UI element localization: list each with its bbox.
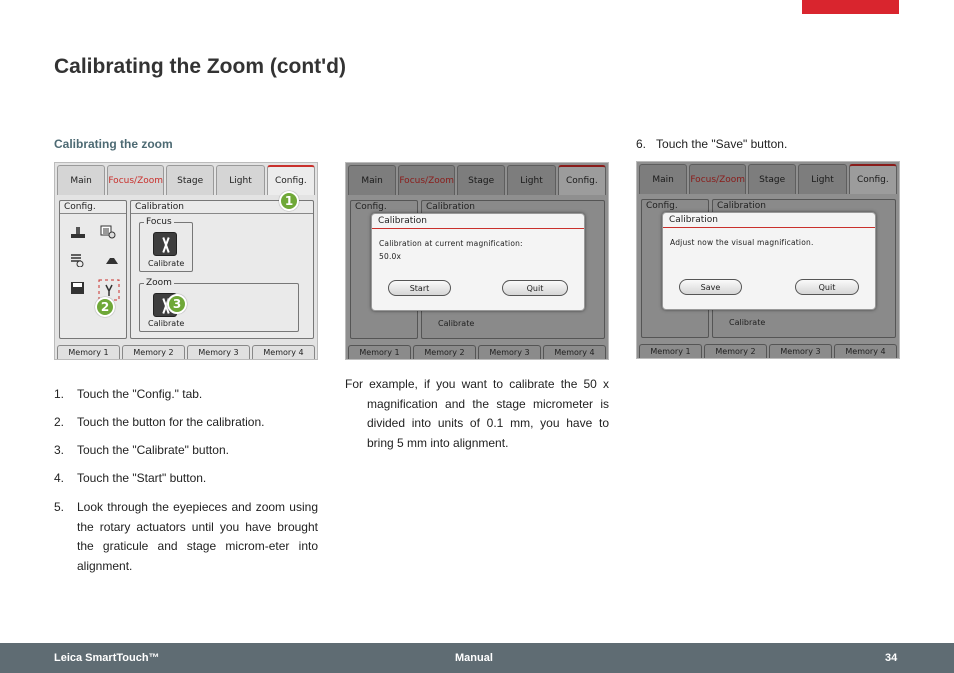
step-item (54, 442, 318, 459)
calibration-dialog (662, 212, 876, 310)
memory-1-tab[interactable]: Memory 1 (348, 345, 411, 359)
memory-2-tab[interactable]: Memory 2 (122, 345, 185, 359)
tab-main[interactable]: Main (348, 165, 396, 195)
step-number: 6. (636, 137, 647, 151)
step-item (54, 414, 318, 431)
memory-1-tab[interactable]: Memory 1 (57, 345, 120, 359)
tab-stage[interactable]: Stage (166, 165, 214, 195)
tab-bar (57, 165, 315, 195)
stage-icon[interactable] (104, 253, 120, 267)
dialog-title: Calibration (669, 215, 718, 225)
zoom-calibrate-label: Calibrate (148, 319, 185, 328)
config-box-title: Config. (646, 201, 678, 211)
screenshot-calibration-start (345, 162, 609, 360)
step-badge-1: 1 (279, 191, 299, 211)
steps-list (54, 386, 318, 587)
step-text: Touch the "Config." tab. (77, 387, 203, 401)
quit-button[interactable]: Quit (795, 279, 859, 295)
divider (60, 213, 126, 214)
tab-focus-zoom[interactable]: Focus/Zoom (107, 165, 164, 195)
calibration-box-title: Calibration (426, 202, 475, 212)
step-number: 1. (54, 387, 65, 401)
step-item (54, 470, 318, 487)
memory-3-tab[interactable]: Memory 3 (478, 345, 541, 359)
example-paragraph: For example, if you want to calibrate the 50 x magnification and the stage micrometer is divided into units of 0.1 mm, you have to bring 5 mm into alignment. (345, 377, 609, 450)
tab-focus-zoom[interactable]: Focus/Zoom (689, 164, 746, 194)
memory-bar (57, 345, 315, 359)
save-disk-icon[interactable] (70, 281, 86, 295)
dialog-message: Adjust now the visual magnification. (670, 238, 814, 247)
step-text: Touch the button for the calibration. (77, 415, 265, 429)
memory-4-tab[interactable]: Memory 4 (252, 345, 315, 359)
memory-3-tab[interactable]: Memory 3 (187, 345, 250, 359)
tab-main[interactable]: Main (57, 165, 105, 195)
memory-2-tab[interactable]: Memory 2 (413, 345, 476, 359)
tab-stage[interactable]: Stage (457, 165, 505, 195)
step-text: Look through the eyepieces and zoom using the rotary actuators until you have brought the graticule and stage microm-eter into alignment. (77, 500, 318, 573)
header-accent-bar (802, 0, 899, 14)
step-item (54, 386, 318, 403)
hand-list-icon[interactable] (100, 225, 116, 239)
zoom-calibrate-label: Calibrate (729, 318, 766, 327)
dialog-title: Calibration (378, 216, 427, 226)
save-button[interactable]: Save (679, 279, 742, 295)
focus-calibrate-button[interactable] (153, 232, 177, 256)
memory-2-tab[interactable]: Memory 2 (704, 344, 767, 358)
dialog-divider (663, 227, 875, 228)
quit-button[interactable]: Quit (502, 280, 568, 296)
list-hand-icon[interactable] (70, 253, 86, 267)
memory-4-tab[interactable]: Memory 4 (834, 344, 897, 358)
focus-calibrate-label: Calibrate (148, 259, 185, 268)
memory-bar (639, 344, 897, 358)
screenshot-calibration-save (636, 161, 900, 359)
footer-doc-type: Manual (455, 652, 493, 664)
config-box-title: Config. (64, 202, 96, 212)
start-button[interactable]: Start (388, 280, 451, 296)
step-badge-3: 3 (167, 294, 187, 314)
zoom-calibrate-label: Calibrate (438, 319, 475, 328)
dialog-message: Calibration at current magnification: (379, 239, 523, 248)
microscope-icon[interactable] (70, 225, 86, 239)
memory-3-tab[interactable]: Memory 3 (769, 344, 832, 358)
focus-label: Focus (146, 217, 172, 227)
memory-bar (348, 345, 606, 359)
memory-4-tab[interactable]: Memory 4 (543, 345, 606, 359)
tab-stage[interactable]: Stage (748, 164, 796, 194)
config-box-title: Config. (355, 202, 387, 212)
calibration-box-title: Calibration (135, 202, 184, 212)
step-item (54, 498, 318, 576)
tab-light[interactable]: Light (507, 165, 555, 195)
tab-config[interactable]: Config. (849, 164, 897, 194)
tab-bar (639, 164, 897, 194)
divider (131, 213, 313, 214)
tab-main[interactable]: Main (639, 164, 687, 194)
config-box (59, 200, 127, 339)
step-badge-2: 2 (95, 297, 115, 317)
step-item (636, 137, 787, 151)
calibration-box (130, 200, 314, 339)
calibration-box-title: Calibration (717, 201, 766, 211)
step-number: 3. (54, 443, 65, 457)
tab-light[interactable]: Light (216, 165, 264, 195)
focus-group (139, 217, 193, 272)
step-text: Touch the "Calibrate" button. (77, 443, 229, 457)
screenshot-config-tab (54, 162, 318, 360)
zoom-group (139, 278, 299, 332)
footer-product: Leica SmartTouch™ (54, 652, 160, 664)
page-title: Calibrating the Zoom (cont'd) (54, 55, 346, 78)
section-subheading: Calibrating the zoom (54, 137, 173, 151)
magnification-value: 50.0x (379, 252, 402, 261)
tab-bar (348, 165, 606, 195)
footer-bar (0, 643, 954, 673)
tab-light[interactable]: Light (798, 164, 846, 194)
step-text: Touch the "Start" button. (77, 471, 207, 485)
step-number: 5. (54, 500, 65, 514)
step-text: Touch the "Save" button. (656, 137, 788, 151)
tab-config[interactable]: Config. (267, 165, 315, 195)
tab-focus-zoom[interactable]: Focus/Zoom (398, 165, 455, 195)
calibration-dialog (371, 213, 585, 311)
memory-1-tab[interactable]: Memory 1 (639, 344, 702, 358)
dialog-divider (372, 228, 584, 229)
tab-config[interactable]: Config. (558, 165, 606, 195)
footer-page-number: 34 (885, 652, 898, 664)
zoom-label: Zoom (146, 278, 172, 288)
step-number: 2. (54, 415, 65, 429)
step-number: 4. (54, 471, 65, 485)
